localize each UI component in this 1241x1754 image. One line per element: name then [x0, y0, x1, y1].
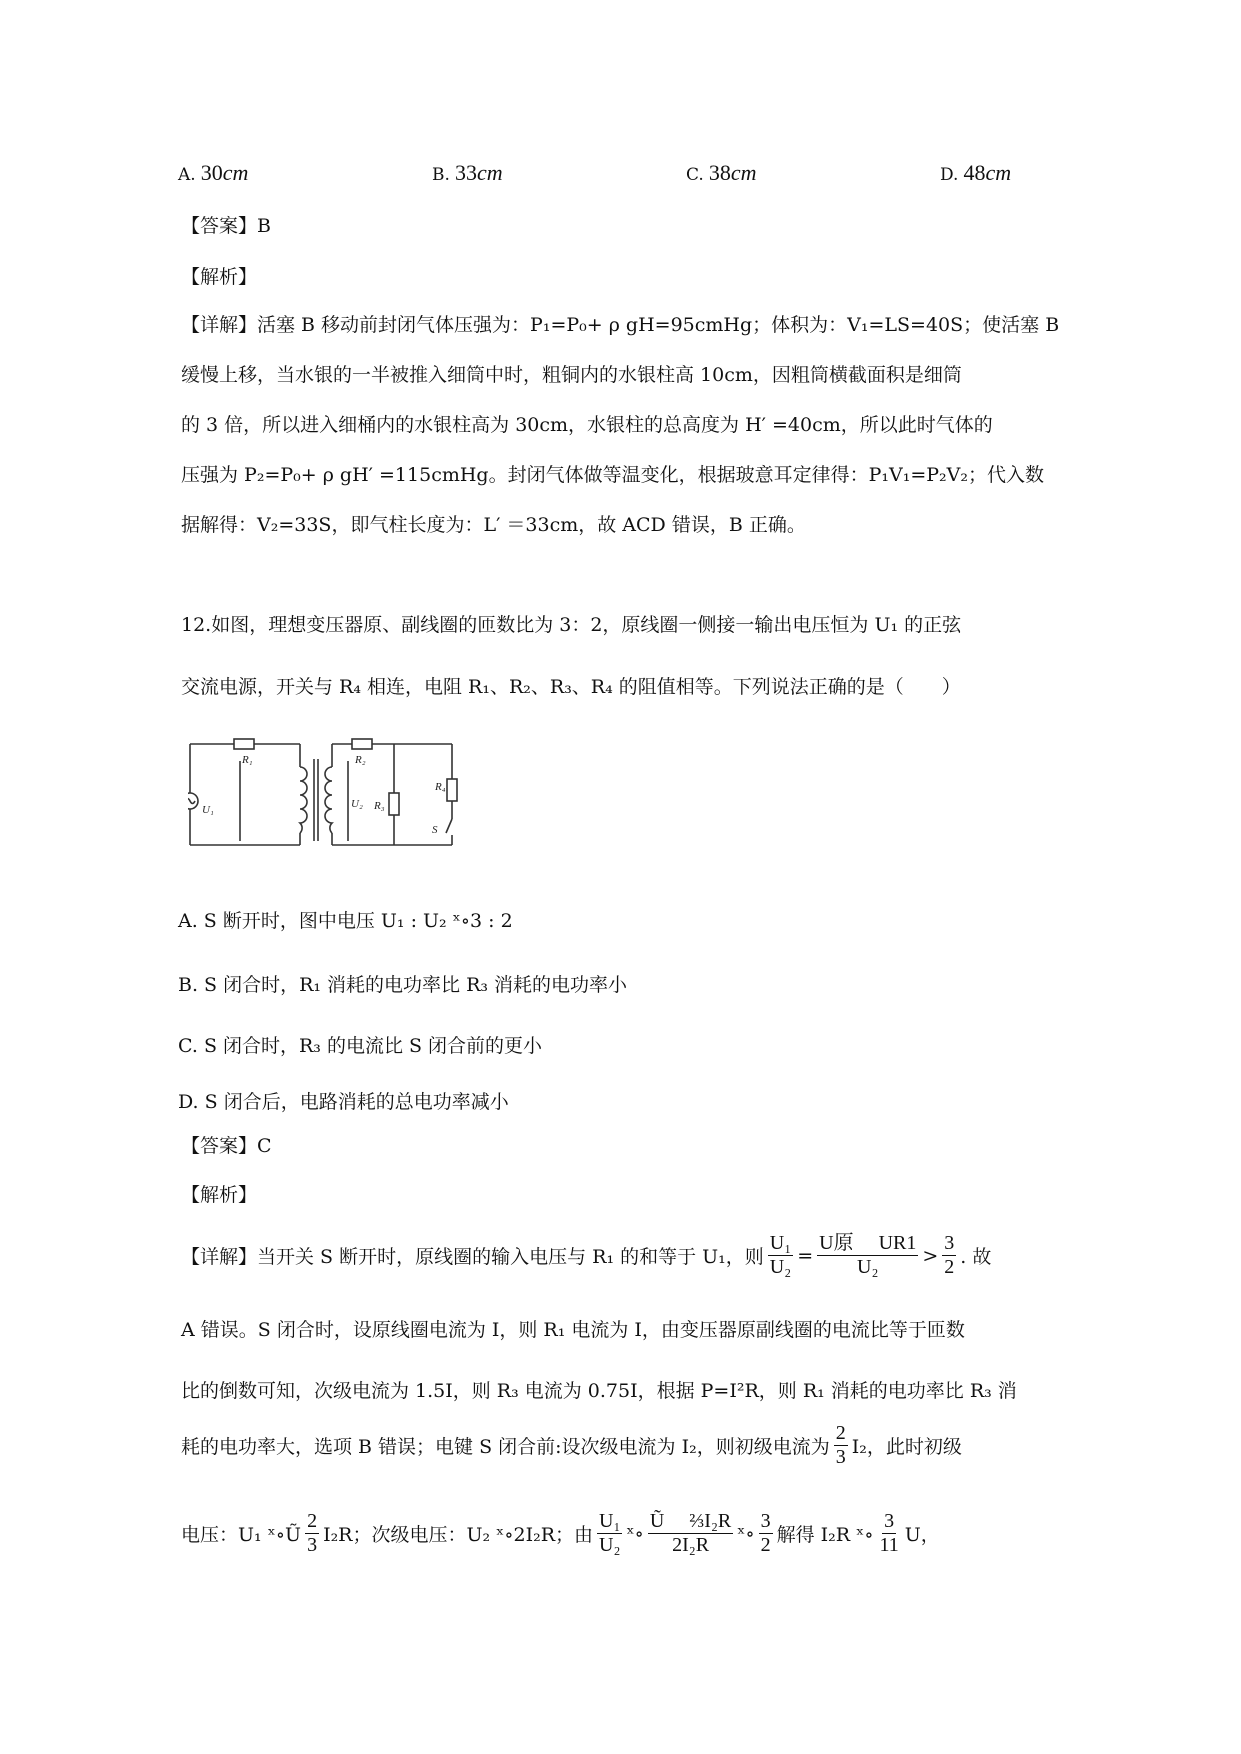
fraction	[305, 1510, 319, 1557]
q12-option-d: D. S 闭合后，电路消耗的总电功率减小	[178, 1091, 509, 1113]
option-unit: cm	[730, 160, 757, 185]
denominator: 2	[760, 1534, 771, 1556]
option-unit: cm	[985, 160, 1012, 185]
equals-sign: =	[797, 1244, 814, 1267]
fraction	[878, 1510, 901, 1557]
detail-text: 耗的电功率大，选项 B 错误；电键 S 闭合前:设次级电流为 I₂，则初级电流为	[181, 1436, 830, 1458]
fraction	[759, 1510, 773, 1557]
detail-text: . 故	[960, 1246, 992, 1268]
q11-detail-line: 压强为 P₂=P₀+ ρ gH′ =115cmHg。封闭气体做等温变化，根据玻意耳定律得：P₁V₁=P₂V₂；代入数	[181, 464, 1044, 486]
numerator: 3	[944, 1232, 955, 1254]
fraction	[942, 1232, 956, 1279]
option-value: 38	[708, 160, 731, 185]
option-letter: D.	[940, 165, 959, 185]
option-c	[686, 160, 757, 186]
denominator: U₂	[599, 1534, 621, 1556]
detail-text: 【详解】当开关 S 断开时，原线圈的输入电压与 R₁ 的和等于 U₁，则	[181, 1246, 764, 1268]
option-letter: A.	[178, 165, 196, 185]
q11-answer: 【答案】B	[181, 215, 271, 237]
q12-option-a: A. S 断开时，图中电压 U₁ : U₂ ˣ∘3 : 2	[178, 910, 513, 932]
option-a	[178, 160, 248, 186]
q12-analysis-label: 【解析】	[181, 1184, 258, 1206]
denominator: 3	[307, 1534, 318, 1556]
q12-option-b: B. S 闭合时，R₁ 消耗的电功率比 R₃ 消耗的电功率小	[178, 974, 628, 996]
r1-label: R₁	[242, 754, 253, 766]
q12-stem-line: 交流电源，开关与 R₄ 相连，电阻 R₁、R₂、R₃、R₄ 的阻值相等。下列说法正确的是（ ）	[181, 676, 961, 698]
q11-detail-line: 【详解】活塞 B 移动前封闭气体压强为：P₁=P₀+ ρ gH=95cmHg；体积为：V₁=LS=40S；使活塞 B	[181, 314, 1060, 336]
numerator: 3	[760, 1510, 771, 1532]
s-label: S	[432, 824, 438, 836]
q12-detail-line	[181, 1422, 962, 1469]
numerator: U₁	[599, 1510, 621, 1532]
option-value: 33	[455, 160, 477, 185]
transformer-circuit-diagram	[188, 733, 468, 851]
option-letter: C.	[686, 165, 704, 185]
detail-text: I₂，此时初级	[851, 1436, 962, 1458]
fraction	[597, 1510, 622, 1557]
q12-option-c: C. S 闭合时，R₃ 的电流比 S 闭合前的更小	[178, 1035, 543, 1057]
q11-analysis-label: 【解析】	[181, 266, 258, 288]
denominator: U₂	[857, 1256, 879, 1278]
denominator: 2	[944, 1256, 955, 1278]
detail-text: 解得 I₂R ˣ∘	[776, 1524, 874, 1546]
operator: ˣ∘	[626, 1522, 644, 1545]
u2-label: U₂	[351, 798, 363, 810]
fraction	[648, 1510, 733, 1557]
r2-label: R₂	[355, 754, 366, 766]
option-d	[940, 160, 1011, 186]
q12-detail-line: A 错误。S 闭合时，设原线圈电流为 I，则 R₁ 电流为 I，由变压器原副线圈的电流比等于匝数	[181, 1319, 965, 1341]
numerator: U₁	[769, 1232, 792, 1254]
q11-detail-line: 缓慢上移，当水银的一半被推入细筒中时，粗铜内的水银柱高 10cm，因粗筒横截面积是细筒	[181, 364, 962, 386]
fraction	[817, 1232, 918, 1279]
r3-label: R₃	[374, 800, 385, 812]
numerator: U原 UR1	[819, 1232, 917, 1254]
q12-detail-line	[181, 1510, 940, 1557]
numerator: 3	[884, 1510, 895, 1532]
denominator: 3	[835, 1446, 846, 1468]
q12-detail-line: 比的倒数可知，次级电流为 1.5I，则 R₃ 电流为 0.75I，根据 P=I²R，则 R₁ 消耗的电功率比 R₃ 消	[181, 1380, 1017, 1402]
denominator: U₂	[769, 1256, 792, 1278]
detail-text: U，	[904, 1524, 940, 1546]
numerator: 2	[835, 1422, 846, 1444]
q12-detail-line	[181, 1232, 991, 1279]
u1-label: U₁	[202, 804, 214, 816]
r4-label: R₄	[435, 781, 446, 793]
q11-detail-line: 的 3 倍，所以进入细桶内的水银柱高为 30cm，水银柱的总高度为 H′ =40cm，所以此时气体的	[181, 414, 993, 436]
option-letter: B.	[432, 165, 450, 185]
option-unit: cm	[222, 160, 249, 185]
q12-stem-line: 12.如图，理想变压器原、副线圈的匝数比为 3：2，原线圈一侧接一输出电压恒为 U₁ 的正弦	[181, 614, 962, 636]
option-value: 48	[963, 160, 986, 185]
option-b	[432, 160, 503, 186]
denominator: 2I₂R	[672, 1534, 710, 1556]
fraction	[768, 1232, 793, 1279]
greater-than-sign: >	[922, 1244, 939, 1267]
denominator: 11	[879, 1534, 899, 1556]
detail-text: 电压：U₁ ˣ∘Ũ	[181, 1524, 302, 1546]
q12-answer: 【答案】C	[181, 1135, 272, 1157]
detail-text: I₂R；次级电压：U₂ ˣ∘2I₂R；由	[323, 1524, 594, 1546]
numerator: 2	[307, 1510, 318, 1532]
option-value: 30	[200, 160, 223, 185]
numerator: Ũ ⅔I₂R	[649, 1510, 732, 1532]
q11-detail-line: 据解得：V₂=33S，即气柱长度为：L′ ＝33cm，故 ACD 错误，B 正确。	[181, 514, 806, 536]
operator: ˣ∘	[737, 1522, 755, 1545]
fraction	[834, 1422, 848, 1469]
option-unit: cm	[477, 160, 503, 185]
